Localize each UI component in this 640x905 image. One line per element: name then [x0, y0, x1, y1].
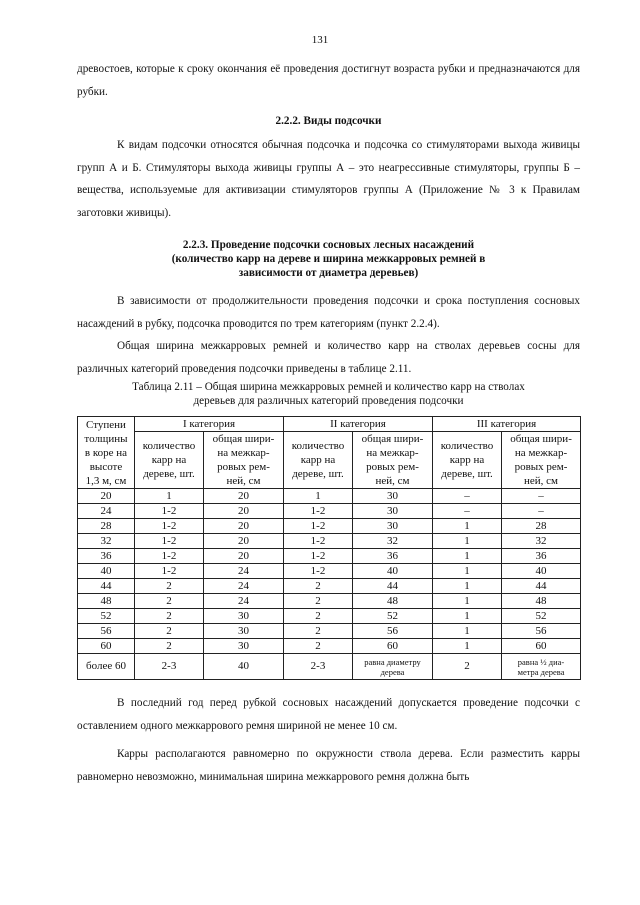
- table-cell: 60: [353, 639, 433, 654]
- table-cell: 60: [502, 639, 581, 654]
- table-cell: 2: [284, 579, 353, 594]
- table-cell: 1-2: [284, 549, 353, 564]
- subheader-width: общая шири- на межкар- ровых рем- ней, см: [502, 432, 581, 489]
- table-cell: 2: [284, 609, 353, 624]
- table-cell: 40: [353, 564, 433, 579]
- table-cell: 52: [353, 609, 433, 624]
- heading-line-1: 2.2.3. Проведение подсочки сосновых лесных насаждений: [182, 239, 475, 251]
- table-cell: –: [502, 489, 581, 504]
- subheader-width: общая шири- на межкар- ровых рем- ней, см: [204, 432, 284, 489]
- table-cell: 1: [433, 519, 502, 534]
- table-cell: 48: [353, 594, 433, 609]
- table-cell: равна ½ диа- метра дерева: [502, 654, 581, 680]
- table-cell: 24: [204, 594, 284, 609]
- table-cell: 30: [204, 624, 284, 639]
- table-cell: 1-2: [284, 519, 353, 534]
- table-cell: 30: [204, 609, 284, 624]
- table-cell: 48: [502, 594, 581, 609]
- table-cell: 30: [353, 489, 433, 504]
- table-cell: 1: [433, 564, 502, 579]
- table-cell: 52: [78, 609, 135, 624]
- table-cell: 44: [353, 579, 433, 594]
- section-2-2-2-paragraph: К видам подсочки относятся обычная подсочка и подсочка со стимуляторами выхода живицы групп А и Б. Стимуляторы выхода живицы группы А – это неагрессивные стимуляторы, группы Б – вещества, используемые для активизации стимуляторов группы А (Приложение № 3 к Правилам заготовки живицы).: [77, 139, 580, 219]
- table-cell: 1: [433, 549, 502, 564]
- table-row: [78, 579, 581, 594]
- table-cell: 2: [135, 624, 204, 639]
- header-diameter: Ступени толщины в коре на высоте 1,3 м, см: [78, 417, 135, 489]
- table-cell: 56: [502, 624, 581, 639]
- table-row: [78, 489, 581, 504]
- table-cell: 1: [433, 624, 502, 639]
- table-cell: 20: [78, 489, 135, 504]
- table-cell: 36: [78, 549, 135, 564]
- page-number: 131: [311, 34, 329, 46]
- table-cell: 36: [353, 549, 433, 564]
- table-cell: 1-2: [284, 504, 353, 519]
- section-2-2-3-paragraph-1: В зависимости от продолжительности проведения подсочки и срока поступления сосновых насаждений в рубку, подсочка проводится по трем категориям (пункт 2.2.4).: [77, 295, 580, 330]
- caption-line-1: Таблица 2.11 – Общая ширина межкарровых ремней и количество карр на стволах: [132, 381, 525, 393]
- header-category-2: II категория: [284, 417, 433, 432]
- table-row: [78, 609, 581, 624]
- table-caption: [77, 380, 580, 408]
- table-cell: 40: [204, 654, 284, 680]
- intro-paragraph: древостоев, которые к сроку окончания её проведения достигнут возраста рубки и предназначаются для рубки.: [77, 63, 580, 98]
- table-last-row-group: [78, 654, 581, 680]
- table-cell: 36: [502, 549, 581, 564]
- table-cell: 2: [135, 579, 204, 594]
- table-cell: –: [502, 504, 581, 519]
- table-cell: 24: [78, 504, 135, 519]
- table-cell: 1: [433, 579, 502, 594]
- document-body: [77, 58, 580, 788]
- table-cell: 30: [204, 639, 284, 654]
- table-cell: 56: [353, 624, 433, 639]
- table-cell: 2: [284, 624, 353, 639]
- table-cell: 52: [502, 609, 581, 624]
- table-body: [78, 489, 581, 654]
- table-cell: 32: [78, 534, 135, 549]
- table-cell: 40: [502, 564, 581, 579]
- table-cell: 44: [502, 579, 581, 594]
- table-cell: 20: [204, 504, 284, 519]
- subheader-count: количество карр на дереве, шт.: [284, 432, 353, 489]
- section-heading-2-2-2: 2.2.2. Виды подсочки: [275, 115, 382, 127]
- table-cell: 28: [78, 519, 135, 534]
- table-cell: 40: [78, 564, 135, 579]
- table-cell: 1: [433, 609, 502, 624]
- table-cell: 56: [78, 624, 135, 639]
- after-paragraph-1: В последний год перед рубкой сосновых насаждений допускается проведение подсочки с оставлением одного межкаррового ремня шириной не менее 10 см.: [77, 697, 580, 732]
- table-row: [78, 624, 581, 639]
- table-row: [78, 549, 581, 564]
- table-cell: 1: [433, 639, 502, 654]
- header-category-1: I категория: [135, 417, 284, 432]
- subheader-width: общая шири- на межкар- ровых рем- ней, см: [353, 432, 433, 489]
- section-2-2-3-paragraph-2: Общая ширина межкарровых ремней и количество карр на стволах деревьев сосны для различных категорий проведения подсочки приведены в таблице 2.11.: [77, 340, 580, 375]
- table-cell: 30: [353, 504, 433, 519]
- table-cell: 1-2: [135, 519, 204, 534]
- table-cell: 20: [204, 534, 284, 549]
- table-cell: 20: [204, 489, 284, 504]
- table-cell: 28: [502, 519, 581, 534]
- table-cell: 24: [204, 564, 284, 579]
- table-cell: 1: [433, 534, 502, 549]
- table-row: [78, 519, 581, 534]
- table-cell: более 60: [78, 654, 135, 680]
- table-cell: 20: [204, 549, 284, 564]
- table-cell: 24: [204, 579, 284, 594]
- table-2-11: [77, 416, 581, 680]
- heading-line-3: зависимости от диаметра деревьев): [238, 267, 419, 279]
- table-cell: 2-3: [284, 654, 353, 680]
- table-cell: –: [433, 489, 502, 504]
- subheader-count: количество карр на дереве, шт.: [433, 432, 502, 489]
- table-cell: равна диаметру дерева: [353, 654, 433, 680]
- after-table-text: [77, 692, 580, 788]
- table-cell: 2: [284, 639, 353, 654]
- table-cell: 1-2: [284, 534, 353, 549]
- table-cell: 1-2: [135, 504, 204, 519]
- after-paragraph-2: Карры располагаются равномерно по окружности ствола дерева. Если разместить карры равномерно невозможно, минимальная ширина межкаррового ремня должна быть: [77, 748, 580, 783]
- table-row: [78, 564, 581, 579]
- table-cell: 1: [433, 594, 502, 609]
- heading-line-2: (количество карр на дереве и ширина межкарровых ремней в: [171, 253, 486, 265]
- table-cell: 48: [78, 594, 135, 609]
- table-row: [78, 594, 581, 609]
- table-row: [78, 504, 581, 519]
- subheader-count: количество карр на дереве, шт.: [135, 432, 204, 489]
- table-cell: 2: [135, 594, 204, 609]
- table-cell: 1: [284, 489, 353, 504]
- section-heading-2-2-3: [77, 238, 580, 280]
- table-cell: 30: [353, 519, 433, 534]
- table-cell: 2: [284, 594, 353, 609]
- table-cell: 44: [78, 579, 135, 594]
- table-row: [78, 654, 581, 680]
- subheader-row: [78, 432, 581, 489]
- table-cell: –: [433, 504, 502, 519]
- table-cell: 2-3: [135, 654, 204, 680]
- table-cell: 60: [78, 639, 135, 654]
- header-category-3: III категория: [433, 417, 581, 432]
- table-cell: 1-2: [135, 534, 204, 549]
- table-cell: 1-2: [135, 549, 204, 564]
- table-cell: 32: [502, 534, 581, 549]
- table-cell: 1-2: [135, 564, 204, 579]
- caption-line-2: деревьев для различных категорий проведения подсочки: [193, 395, 464, 407]
- table-cell: 20: [204, 519, 284, 534]
- table-cell: 2: [135, 639, 204, 654]
- table-row: [78, 639, 581, 654]
- table-cell: 32: [353, 534, 433, 549]
- table-row: [78, 534, 581, 549]
- table-cell: 2: [135, 609, 204, 624]
- table-cell: 1: [135, 489, 204, 504]
- table-cell: 2: [433, 654, 502, 680]
- table-cell: 1-2: [284, 564, 353, 579]
